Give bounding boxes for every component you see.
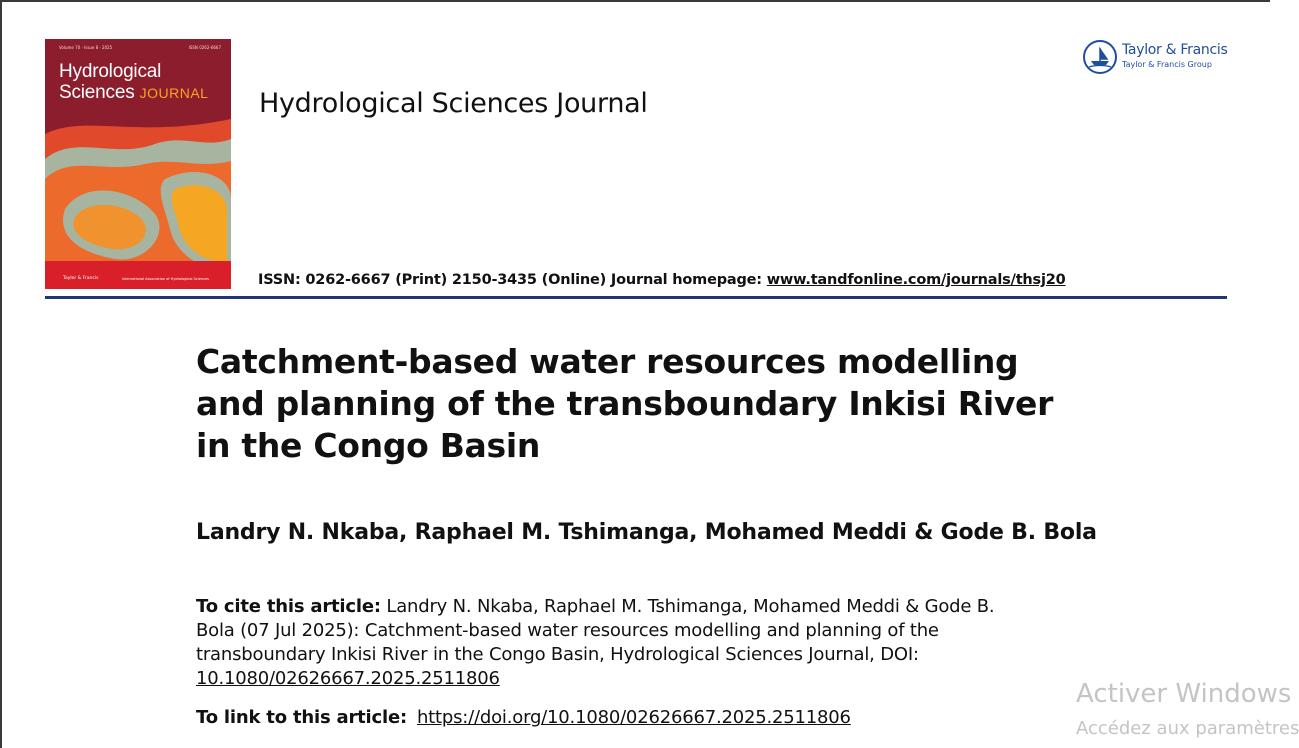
- journal-cover-image: [45, 39, 231, 289]
- issn-line: [258, 272, 1066, 288]
- link-label: To link to this article:: [196, 707, 407, 728]
- cover-publisher: Taylor & Francis: [63, 276, 99, 281]
- article-title: Catchment-based water resources modelling and planning of the transboundary Inkisi River in the Congo Basin: [196, 342, 1054, 465]
- cover-title-line2: [59, 82, 208, 104]
- cover-title-line1: Hydrological: [59, 61, 162, 82]
- cite-text: Landry N. Nkaba, Raphael M. Tshimanga, Mohamed Meddi & Gode B. Bola (07 Jul 2025): Catchment-based water resources modelling and planning of the transboundary Inkisi River in the Congo Basin, Hydrological Sciences Journal, DOI:: [196, 596, 995, 665]
- article-link-line: [196, 707, 851, 728]
- publisher-logo: [1082, 39, 1232, 77]
- citation-block: [196, 595, 1016, 691]
- windows-activation-subtext: Accédez aux paramètres: [1076, 718, 1299, 739]
- cover-title-journal: JOURNAL: [139, 85, 209, 101]
- ship-emblem-icon: [1082, 39, 1118, 75]
- header-divider: [45, 296, 1227, 299]
- publisher-group: Taylor & Francis Group: [1122, 60, 1212, 69]
- journal-name: Hydrological Sciences Journal: [259, 88, 648, 119]
- article-authors: Landry N. Nkaba, Raphael M. Tshimanga, Mohamed Meddi & Gode B. Bola: [196, 520, 1097, 545]
- issn-text: ISSN: 0262-6667 (Print) 2150-3435 (Online) Journal homepage:: [258, 272, 767, 288]
- cite-label: To cite this article:: [196, 596, 381, 617]
- window-top-border: [0, 0, 1270, 2]
- publisher-name: Taylor & Francis: [1122, 42, 1228, 58]
- windows-activation-watermark: Activer Windows: [1076, 679, 1292, 709]
- cover-meta: [59, 45, 221, 50]
- window-left-border: [0, 0, 2, 748]
- cover-issn: ISSN 0262-6667: [188, 45, 221, 50]
- cover-volume: Volume 70 · Issue 8 · 2025: [59, 45, 113, 50]
- cover-association: International Association of Hydrological Sciences: [121, 277, 209, 281]
- journal-homepage-link[interactable]: www.tandfonline.com/journals/thsj20: [766, 272, 1066, 288]
- cite-doi-link[interactable]: 10.1080/02626667.2025.2511806: [196, 668, 500, 689]
- cover-title-sciences: Sciences: [59, 82, 135, 103]
- article-doi-url[interactable]: https://doi.org/10.1080/02626667.2025.2511806: [416, 707, 851, 728]
